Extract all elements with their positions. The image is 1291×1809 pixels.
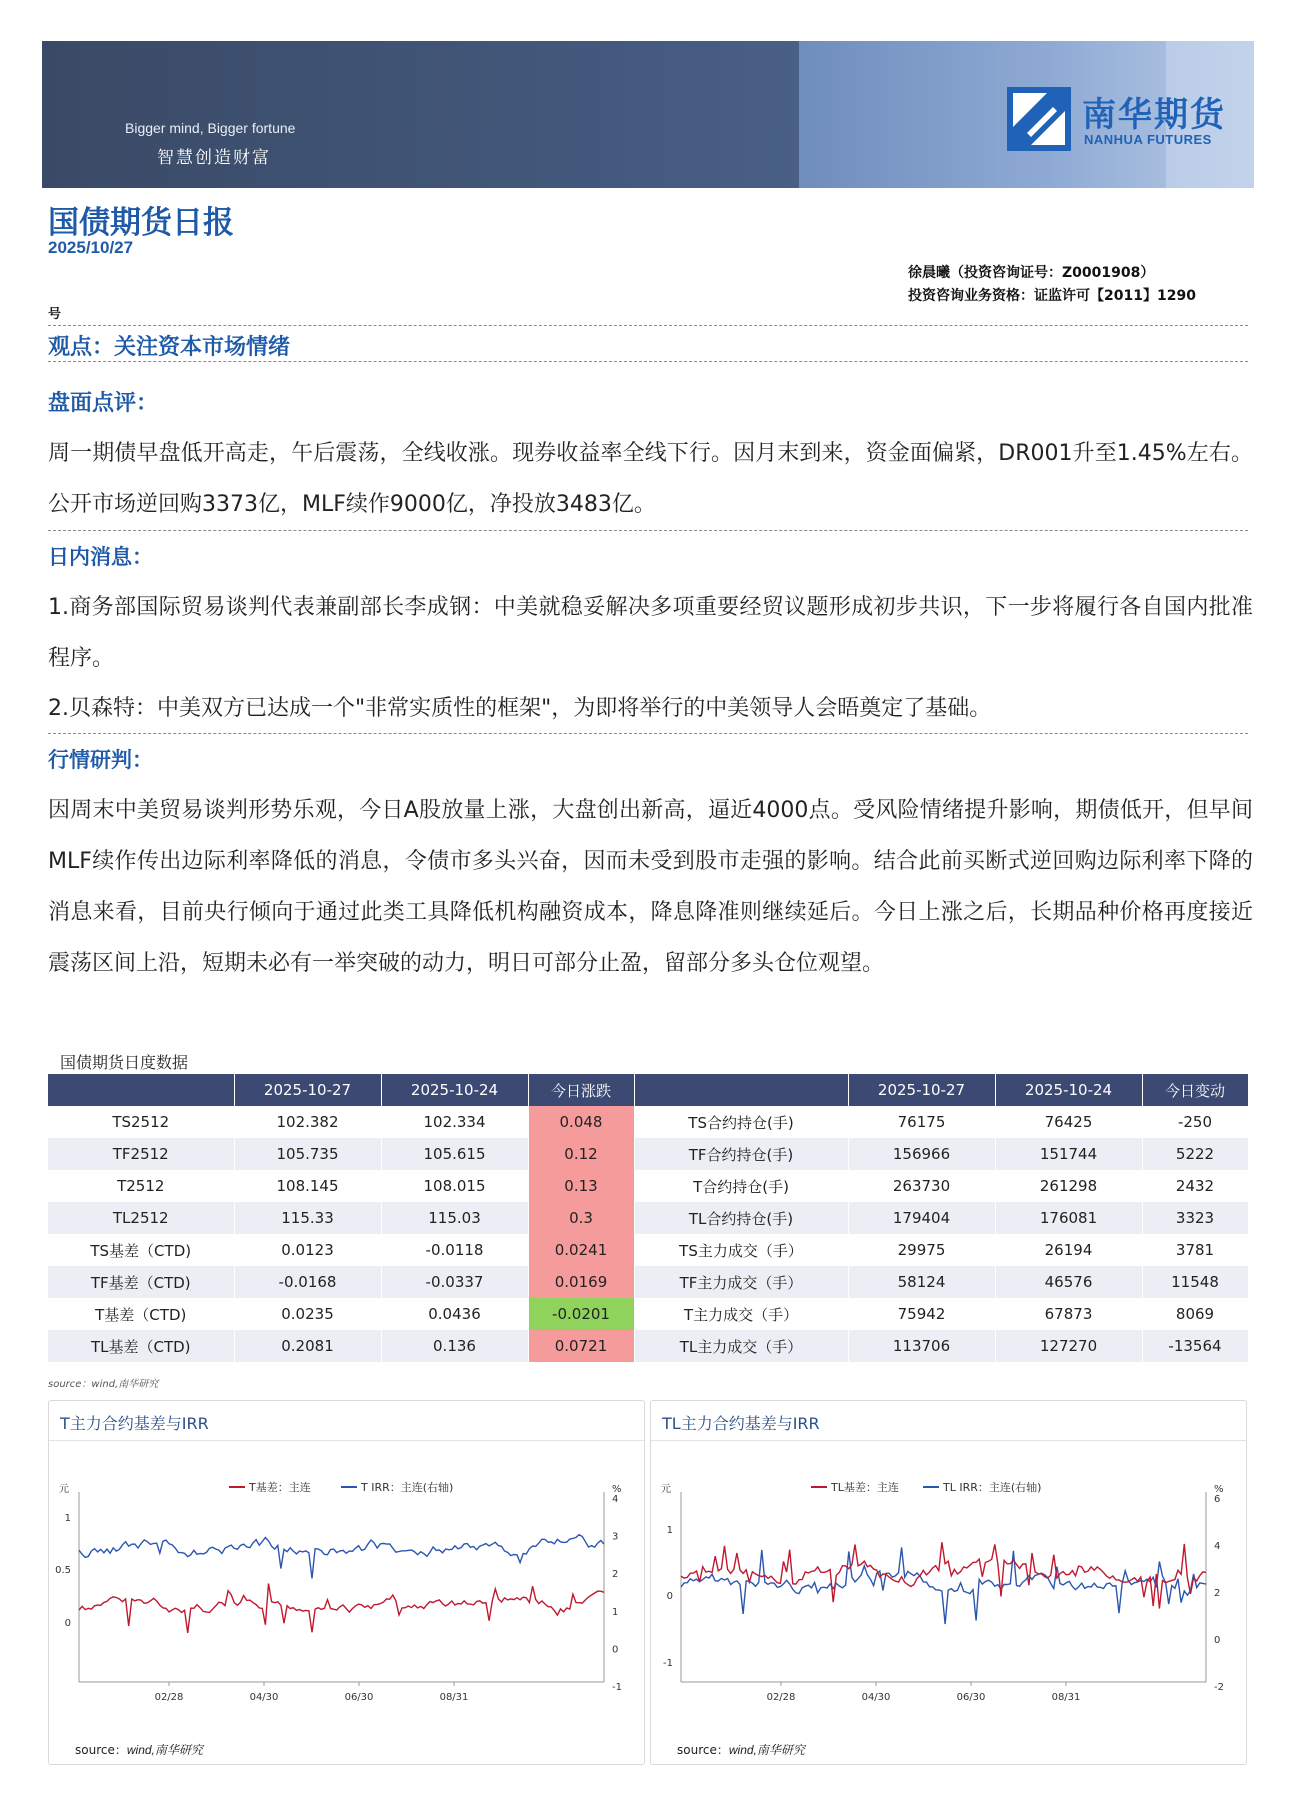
legend-irr-label: TL IRR：主连(右轴) (943, 1481, 1042, 1494)
market-outlook-text: 因周末中美贸易谈判形势乐观，今日A股放量上涨，大盘创出新高，逼近4000点。受风险情绪提升影响，期债低开，但早间MLF续作传出边际利率降低的消息，令债市多头兴奋，因而未受到股市走强的影响。结合此前买断式逆回购边际利率下降的消息来看，目前央行倾向于通过此类工具降低机构融资成本，降息降准则继续延后。今日上涨之后，长期品种价格再度接近震荡区间上沿，短期未必有一举突破的动力，明日可部分止盈，留部分多头仓位观望。 (48, 798, 1253, 976)
table-cell: 105.615 (381, 1138, 528, 1170)
table-cell: TF合约持仓(手) (634, 1138, 848, 1170)
x-tick-label: 02/28 (154, 1692, 184, 1703)
table-cell: 0.0123 (234, 1234, 381, 1266)
x-tick-label: 06/30 (956, 1692, 986, 1703)
chart-header (49, 1401, 644, 1441)
table-cell: 46576 (995, 1266, 1142, 1298)
table-cell: TS2512 (48, 1106, 234, 1138)
change-cell-up: 0.0721 (528, 1330, 634, 1362)
chart-title: T主力合约基差与IRR (60, 1414, 209, 1433)
table-cell: 26194 (995, 1234, 1142, 1266)
change-cell-up: 0.0241 (528, 1234, 634, 1266)
divider (48, 733, 1248, 734)
right-tick-label: -2 (1214, 1682, 1224, 1693)
nanhua-logo-icon (1007, 87, 1071, 151)
left-tick-label: 0.5 (55, 1565, 71, 1576)
table-cell: 105.735 (234, 1138, 381, 1170)
left-axis-unit: 元 (661, 1484, 671, 1495)
license-info: 投资咨询业务资格：证监许可【2011】1290 (908, 288, 1196, 304)
table-row (48, 1234, 1248, 1266)
right-tick-label: 0 (1214, 1635, 1221, 1646)
tl-basis-irr-chart (651, 1442, 1246, 1732)
viewpoint-heading: 观点：关注资本市场情绪 (48, 335, 291, 360)
table-row (48, 1202, 1248, 1234)
slogan-cn: 智慧创造财富 (157, 148, 271, 168)
table-cell: -0.0168 (234, 1266, 381, 1298)
table-cell: 3323 (1142, 1202, 1248, 1234)
table-cell: T合约持仓(手) (634, 1170, 848, 1202)
table-cell: 113706 (848, 1330, 995, 1362)
table-cell: TS合约持仓(手) (634, 1106, 848, 1138)
legend-basis-label: TL基差：主连 (831, 1481, 899, 1494)
table-cell: 2432 (1142, 1170, 1248, 1202)
table-cell: 179404 (848, 1202, 995, 1234)
table-header-cell: 2025-10-27 (848, 1074, 995, 1106)
right-tick-label: 1 (612, 1606, 619, 1618)
right-axis-unit: % (1214, 1484, 1224, 1495)
table-header-cell: 2025-10-24 (995, 1074, 1142, 1106)
table-cell: TL合约持仓(手) (634, 1202, 848, 1234)
divider (48, 361, 1248, 362)
table-cell: T2512 (48, 1170, 234, 1202)
right-tick-label: 4 (612, 1494, 619, 1505)
right-tick-label: 4 (1214, 1541, 1221, 1552)
left-tick-label: -1 (663, 1658, 673, 1669)
change-cell-down: -0.0201 (528, 1298, 634, 1330)
slogan-en: Bigger mind, Bigger fortune (125, 120, 296, 136)
futures-daily-table (48, 1074, 1249, 1362)
table-cell: 102.334 (381, 1106, 528, 1138)
table-cell: 151744 (995, 1138, 1142, 1170)
table-header-cell (48, 1074, 234, 1106)
left-tick-label: 1 (64, 1513, 71, 1524)
license-info-tail: 号 (48, 307, 62, 322)
table-cell: TF基差（CTD) (48, 1266, 234, 1298)
table-cell: 11548 (1142, 1266, 1248, 1298)
table-cell: TL基差（CTD) (48, 1330, 234, 1362)
table-cell: -13564 (1142, 1330, 1248, 1362)
table-header-cell: 2025-10-24 (381, 1074, 528, 1106)
table-cell: -0.0337 (381, 1266, 528, 1298)
x-tick-label: 06/30 (344, 1692, 374, 1703)
chart-panel-t (48, 1400, 645, 1765)
chart-source-label: source： (75, 1743, 127, 1757)
chart-source-label: source： (677, 1743, 729, 1757)
table-cell: TL主力成交（手） (634, 1330, 848, 1362)
table-cell: 76175 (848, 1106, 995, 1138)
table-cell: 0.136 (381, 1330, 528, 1362)
table-row (48, 1330, 1248, 1362)
table-cell: 263730 (848, 1170, 995, 1202)
right-tick-label: 3 (612, 1531, 619, 1543)
left-axis-unit: 元 (59, 1484, 69, 1495)
table-header-row (48, 1074, 1248, 1106)
table-row (48, 1170, 1248, 1202)
table-header-cell: 今日涨跌 (528, 1074, 634, 1106)
chart-panel-tl (650, 1400, 1247, 1765)
table-cell: 115.03 (381, 1202, 528, 1234)
table-cell: 75942 (848, 1298, 995, 1330)
chart-header (651, 1401, 1246, 1441)
table-cell: 127270 (995, 1330, 1142, 1362)
intraday-news-heading: 日内消息： (48, 545, 153, 569)
table-cell: 67873 (995, 1298, 1142, 1330)
chart-title: TL主力合约基差与IRR (662, 1414, 820, 1433)
table-caption: 国债期货日度数据 (60, 1053, 189, 1072)
table-row (48, 1266, 1248, 1298)
x-tick-label: 02/28 (766, 1692, 796, 1703)
left-tick-label: 0 (64, 1618, 71, 1629)
table-cell: 102.382 (234, 1106, 381, 1138)
table-row (48, 1106, 1248, 1138)
table-cell: 76425 (995, 1106, 1142, 1138)
left-tick-label: 1 (666, 1525, 673, 1536)
table-source: source：wind,南华研究 (48, 1379, 159, 1390)
news-item-2: 2.贝森特：中美双方已达成一个"非常实质性的框架"，为即将举行的中美领导人会晤奠定了基础。 (48, 696, 992, 721)
right-tick-label: 2 (612, 1569, 619, 1581)
market-review-text: 周一期债早盘低开高走，午后震荡，全线收涨。现券收益率全线下行。因月末到来，资金面偏紧，DR001升至1.45%左右。公开市场逆回购3373亿，MLF续作9000亿，净投放3483亿。 (48, 441, 1253, 517)
t-basis-irr-chart (49, 1442, 644, 1732)
legend-basis-label: T基差：主连 (249, 1481, 311, 1494)
right-tick-label: 6 (1214, 1494, 1221, 1505)
x-tick-label: 04/30 (249, 1692, 279, 1703)
table-row (48, 1298, 1248, 1330)
table-cell: 261298 (995, 1170, 1142, 1202)
table-cell: 29975 (848, 1234, 995, 1266)
table-cell: TF主力成交（手） (634, 1266, 848, 1298)
right-tick-label: 2 (1214, 1588, 1221, 1599)
header-banner (42, 41, 1254, 188)
chart-source-name: wind,南华研究 (728, 1743, 805, 1757)
market-review-heading: 盘面点评： (48, 391, 159, 416)
table-row (48, 1138, 1248, 1170)
table-cell: 0.2081 (234, 1330, 381, 1362)
table-cell: 58124 (848, 1266, 995, 1298)
chart-source (677, 1741, 805, 1758)
irr-series-line (79, 1535, 604, 1579)
table-cell: 156966 (848, 1138, 995, 1170)
chart-source (75, 1741, 203, 1758)
right-tick-label: -1 (612, 1682, 622, 1693)
logo-text-cn: 南华期货 (1082, 95, 1226, 135)
chart-source-name: wind,南华研究 (126, 1743, 203, 1757)
table-cell: 5222 (1142, 1138, 1248, 1170)
market-outlook-heading: 行情研判： (48, 748, 153, 772)
table-cell: 115.33 (234, 1202, 381, 1234)
table-header-cell (634, 1074, 848, 1106)
table-cell: -0.0118 (381, 1234, 528, 1266)
legend-irr-label: T IRR：主连(右轴) (361, 1481, 454, 1494)
irr-series-line (681, 1548, 1206, 1625)
table-cell: 108.015 (381, 1170, 528, 1202)
table-cell: TF2512 (48, 1138, 234, 1170)
table-cell: T主力成交（手） (634, 1298, 848, 1330)
basis-series-line (79, 1584, 604, 1633)
report-title: 国债期货日报 (48, 205, 234, 241)
table-cell: TS基差（CTD) (48, 1234, 234, 1266)
table-cell: 3781 (1142, 1234, 1248, 1266)
x-tick-label: 08/31 (439, 1692, 469, 1703)
report-date: 2025/10/27 (48, 238, 134, 257)
divider (48, 530, 1248, 531)
table-cell: T基差（CTD) (48, 1298, 234, 1330)
table-header-cell: 今日变动 (1142, 1074, 1248, 1106)
table-cell: 176081 (995, 1202, 1142, 1234)
table-cell: TS主力成交（手） (634, 1234, 848, 1266)
divider (48, 325, 1248, 326)
change-cell-up: 0.3 (528, 1202, 634, 1234)
table-cell: 0.0436 (381, 1298, 528, 1330)
table-cell: 0.0235 (234, 1298, 381, 1330)
table-cell: 8069 (1142, 1298, 1248, 1330)
table-cell: -250 (1142, 1106, 1248, 1138)
right-axis-unit: % (612, 1484, 622, 1495)
change-cell-up: 0.0169 (528, 1266, 634, 1298)
left-tick-label: 0 (666, 1591, 673, 1602)
right-tick-label: 0 (612, 1644, 619, 1656)
news-item-1: 1.商务部国际贸易谈判代表兼副部长李成钢：中美就稳妥解决多项重要经贸议题形成初步共识，下一步将履行各自国内批准程序。 (48, 595, 1253, 671)
change-cell-up: 0.12 (528, 1138, 634, 1170)
change-cell-up: 0.13 (528, 1170, 634, 1202)
table-cell: TL2512 (48, 1202, 234, 1234)
change-cell-up: 0.048 (528, 1106, 634, 1138)
table-cell: 108.145 (234, 1170, 381, 1202)
x-tick-label: 04/30 (861, 1692, 891, 1703)
analyst-info: 徐晨曦（投资咨询证号：Z0001908） (908, 265, 1155, 281)
logo-text-en: NANHUA FUTURES (1084, 132, 1212, 147)
table-header-cell: 2025-10-27 (234, 1074, 381, 1106)
x-tick-label: 08/31 (1051, 1692, 1081, 1703)
